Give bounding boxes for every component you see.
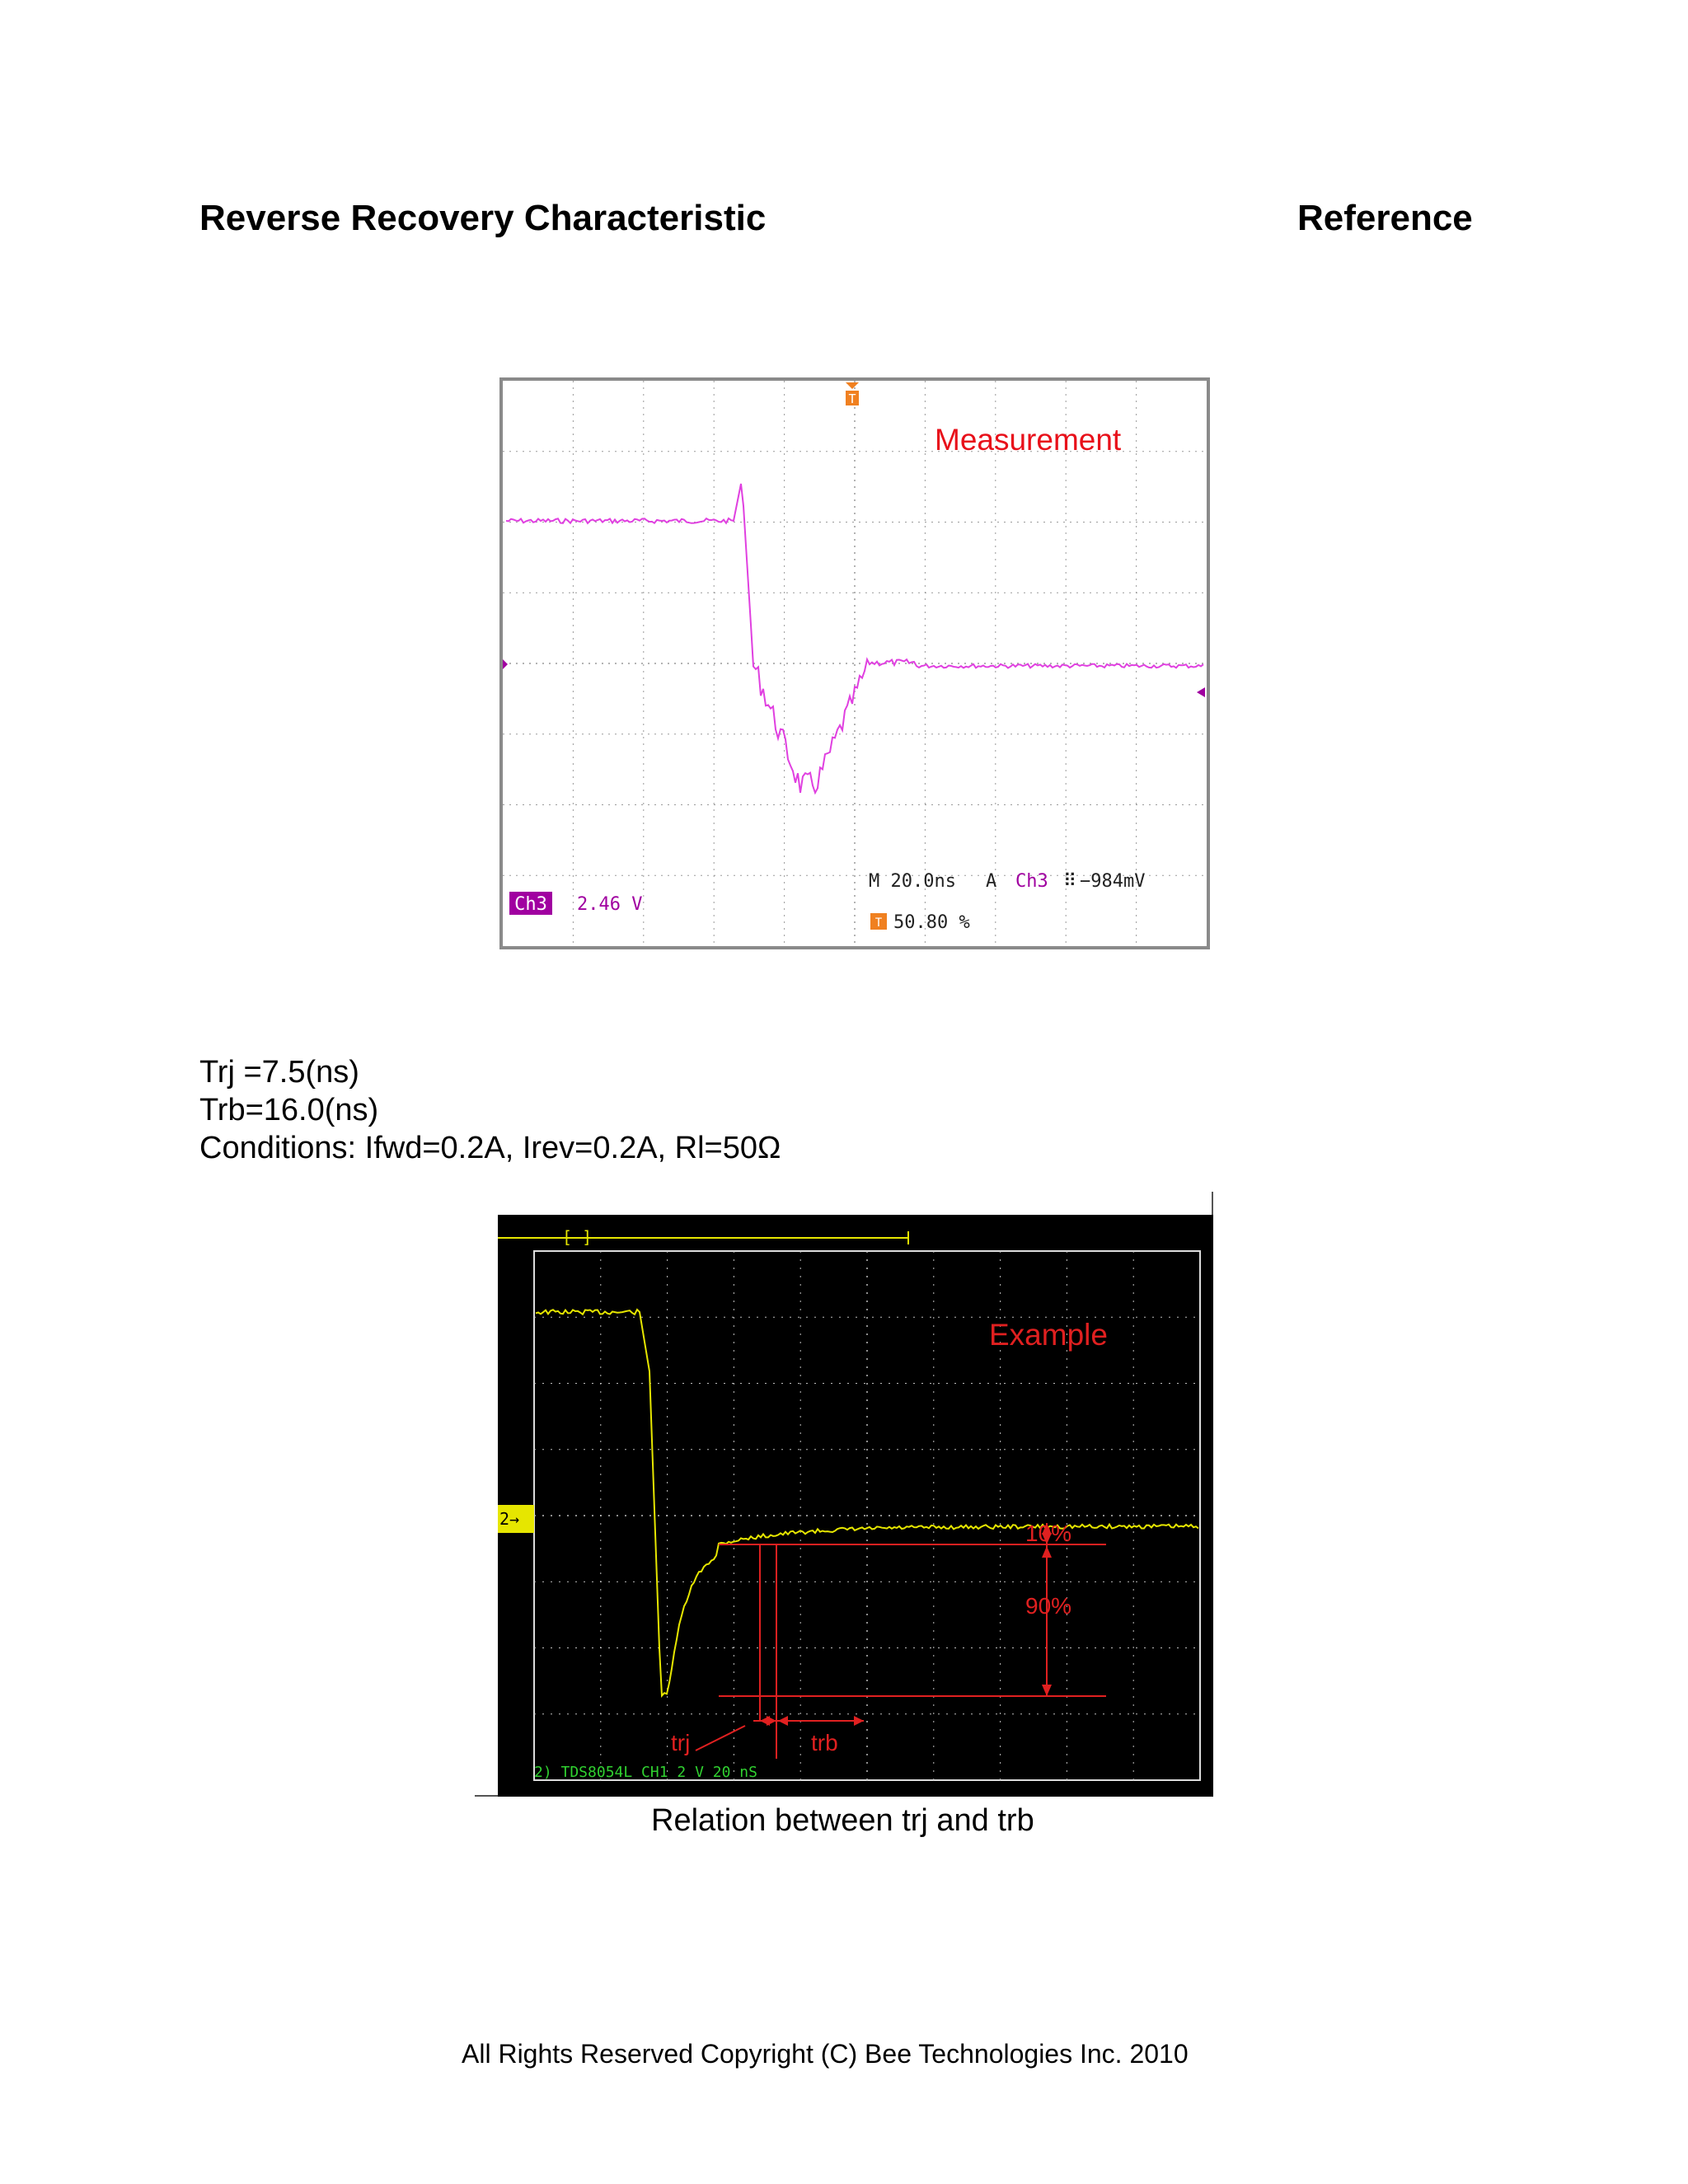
measurement-scope-screen	[503, 381, 1207, 946]
example-scope	[498, 1215, 1213, 1797]
channel-scale: 2.46 V	[577, 894, 643, 915]
scope2-corner-line-bottom	[475, 1795, 499, 1797]
ground-marker-icon	[503, 658, 508, 671]
trj-label: trj	[671, 1730, 691, 1755]
trigger-channel: Ch3	[1015, 871, 1048, 892]
timebase-readout: M 20.0ns	[869, 871, 956, 892]
trigger-slope-icon: ⠿	[1063, 871, 1077, 892]
label-10-percent: 10%	[1025, 1521, 1072, 1546]
trigger-marker-text: T	[848, 391, 856, 406]
trigger-position: 50.80 %	[893, 912, 970, 933]
record-view-bracket: [ ]	[562, 1227, 593, 1247]
measurement-scope	[499, 377, 1210, 949]
copyright-footer: All Rights Reserved Copyright (C) Bee Technologies Inc. 2010	[462, 2039, 1189, 2069]
trb-label: trb	[811, 1730, 838, 1755]
trj-result: Trj =7.5(ns)	[199, 1055, 359, 1090]
example-scope-screen	[498, 1215, 1213, 1797]
measurement-label: Measurement	[935, 423, 1122, 457]
trigger-position-icon-text: T	[874, 916, 883, 930]
example-annotations	[696, 1523, 1106, 1759]
trigger-marker-icon	[846, 382, 859, 406]
ground-marker: 2→	[499, 1509, 520, 1529]
trigger-mode: A	[986, 871, 997, 892]
trigger-level: −984mV	[1080, 871, 1146, 892]
channel-tag: Ch3	[514, 894, 547, 915]
page-title: Reverse Recovery Characteristic	[199, 198, 767, 238]
figure-caption: Relation between trj and trb	[651, 1803, 1034, 1838]
trb-result: Trb=16.0(ns)	[199, 1093, 379, 1127]
example-label: Example	[989, 1318, 1108, 1352]
trigger-level-icon	[1197, 687, 1205, 697]
measurement-grid	[503, 381, 1207, 946]
label-90-percent: 90%	[1025, 1593, 1072, 1619]
scope2-corner-line	[1212, 1192, 1213, 1215]
test-conditions: Conditions: Ifwd=0.2A, Irev=0.2A, Rl=50Ω	[199, 1131, 781, 1165]
reference-label: Reference	[1297, 198, 1473, 238]
example-status-readout: 2) TDS8054L CH1 2 V 20 nS	[534, 1764, 757, 1781]
